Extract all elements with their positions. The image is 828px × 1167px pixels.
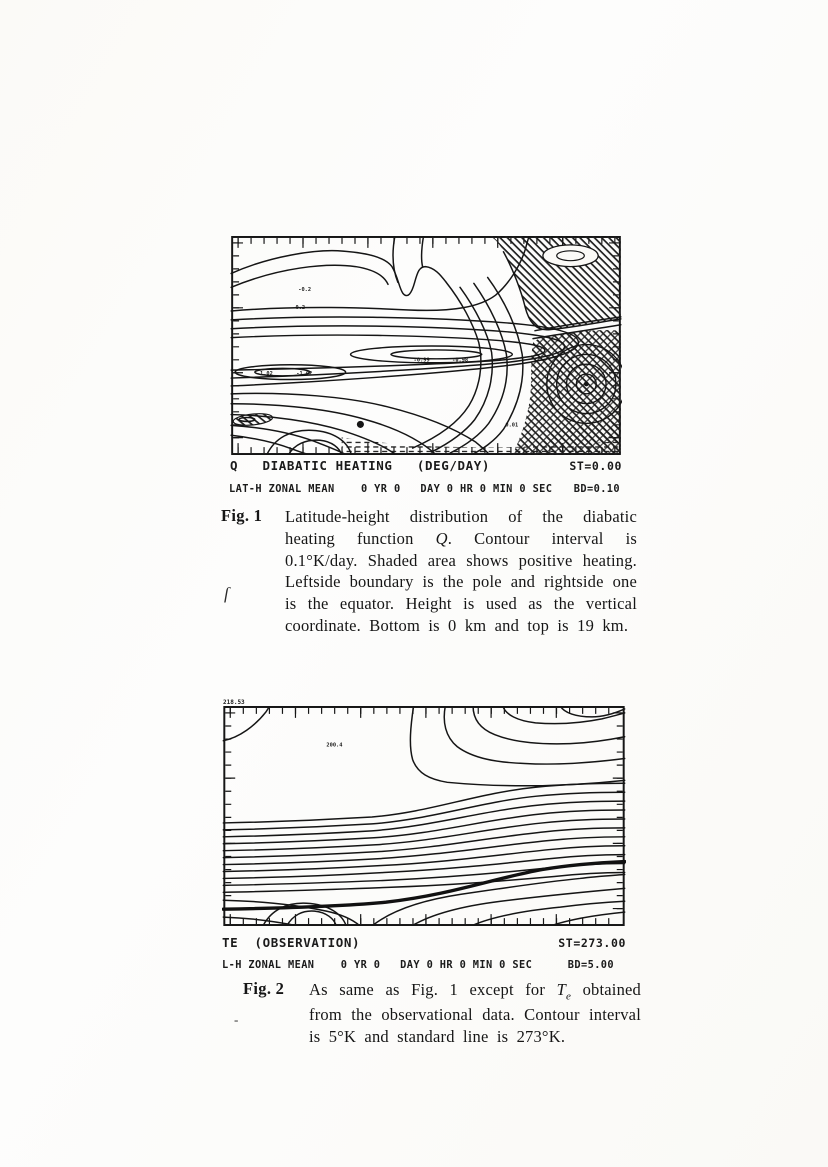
contour-label: -1.02	[256, 371, 273, 378]
contour-label: -0.2	[292, 305, 306, 311]
fig1-caption-part1: Latitude-height distribution of the diabatic heating function	[285, 507, 637, 548]
fig1-contour-plot	[230, 236, 622, 455]
fig2-meta-line	[222, 959, 614, 971]
fig1-ink-smudge	[357, 421, 364, 428]
fig1-meta: LAT-H ZONAL MEAN 0 YR 0 DAY 0 HR 0 MIN 0 SEC	[229, 483, 553, 495]
fig2-meta: L-H ZONAL MEAN 0 YR 0 DAY 0 HR 0 MIN 0 SEC	[222, 959, 533, 971]
fig1-caption	[221, 506, 637, 637]
stray-pen-mark: ſ	[224, 584, 229, 603]
fig1-title: Q DIABATIC HEATING (DEG/DAY)	[230, 458, 491, 473]
contour-label: -0.2	[298, 287, 312, 294]
contour-label: 0.01	[505, 422, 519, 429]
fig2-caption	[243, 979, 641, 1047]
fig2-st-value: ST=273.00	[558, 936, 626, 950]
fig2-caption-text	[309, 979, 641, 1047]
fig2-caption-symbol-T	[556, 980, 572, 1003]
stray-dash-mark: -	[234, 1012, 239, 1027]
contour-label: -1.02	[296, 371, 313, 378]
fig1-caption-text	[285, 506, 637, 637]
fig1-bd-value: BD=0.10	[573, 483, 620, 495]
fig2-caption-symbol-T-main: T	[556, 980, 566, 999]
fig2-title-line	[222, 935, 626, 950]
fig2-contour-lines	[223, 706, 624, 926]
fig2-caption-label: Fig. 2	[243, 979, 285, 998]
fig1-caption-part2: . Contour interval is 0.1°K/day. Shaded area shows positive heating. Leftside boundary is the pole and rightside one is the equator. Height is used as the vertical coordinate. Bottom is 0 km and top is 19 km.	[285, 528, 638, 635]
contour-label: 200.4	[326, 742, 343, 749]
fig2-contour-value-labels	[326, 743, 342, 749]
fig1-caption-label: Fig. 1	[221, 506, 263, 525]
fig2-contour-plot	[222, 706, 626, 926]
fig2-bd-value: BD=5.00	[567, 959, 614, 971]
fig2-caption-symbol-T-sub: e	[565, 990, 572, 1003]
fig1-st-value: ST=0.00	[569, 459, 622, 473]
fig1-title-line	[230, 458, 622, 473]
fig2-corner-value: 218.53	[223, 699, 245, 706]
fig2-caption-part1: As same as Fig. 1 except for	[309, 980, 557, 999]
contour-label: -0.99	[413, 357, 430, 364]
fig2-title: TE (OBSERVATION)	[222, 935, 361, 950]
contour-label: -0.98	[452, 357, 469, 364]
fig1-caption-symbol-Q: Q	[435, 528, 448, 548]
fig1-meta-line	[229, 483, 620, 495]
fig2-caption-part2: obtained from the observational data. Contour interval is 5°K and standard line is 273°K.	[309, 980, 641, 1046]
